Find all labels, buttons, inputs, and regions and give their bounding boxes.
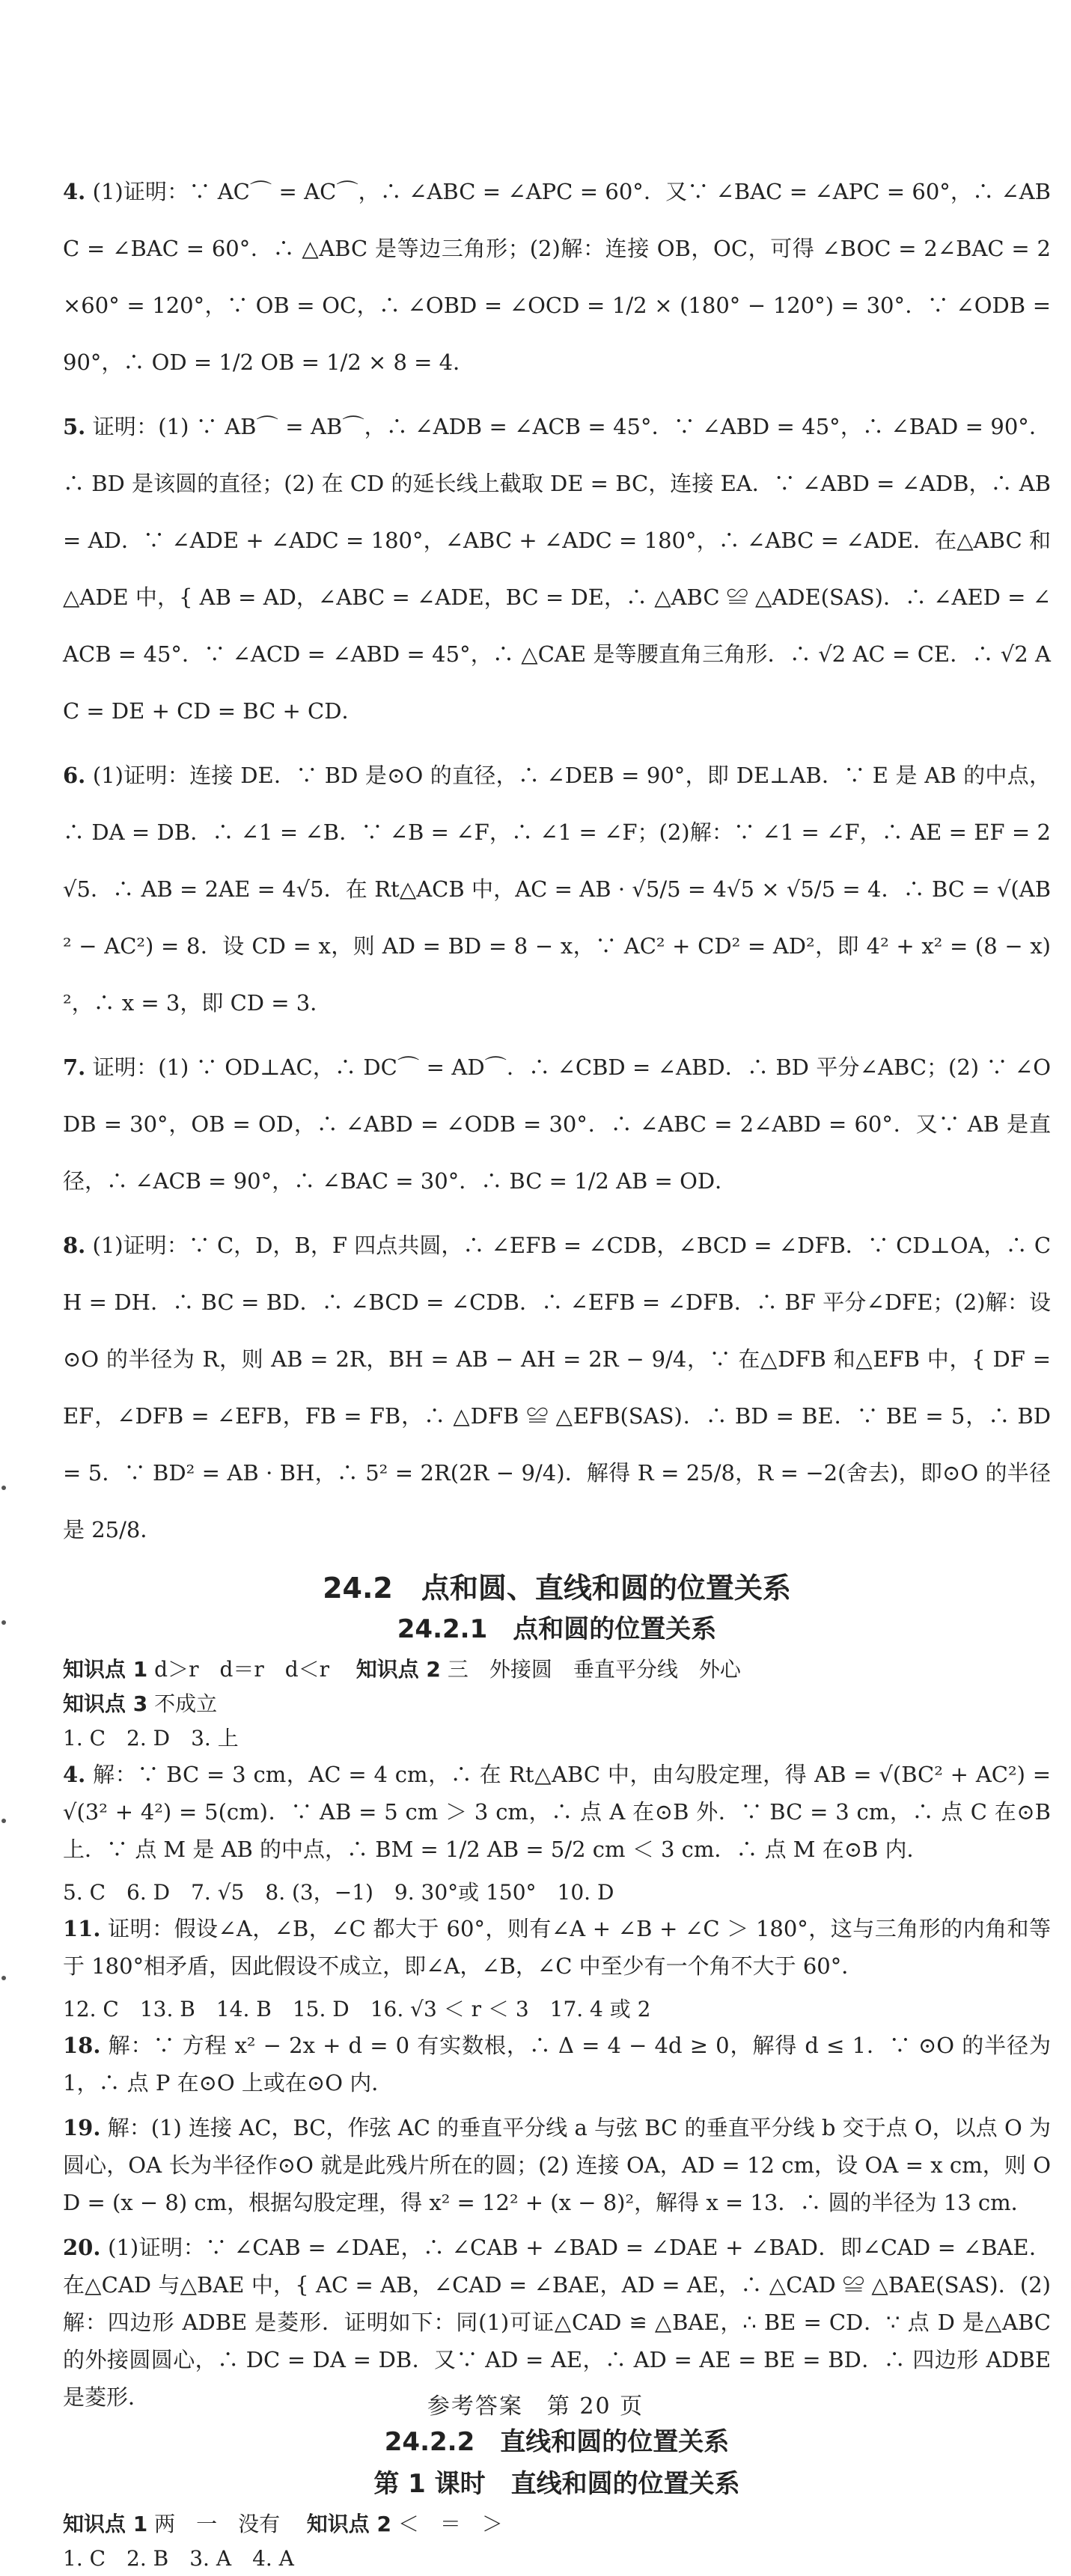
answer-item-19 — [63, 2109, 1051, 2221]
section-subtitle: 24.2.2 直线和圆的位置关系 — [384, 2427, 730, 2457]
item-number: 19. — [63, 2115, 101, 2140]
short-answers: 1. C 2. B 3. A 4. A — [63, 2546, 294, 2571]
knowledge-point-answer: ＜ ＝ ＞ — [397, 2512, 503, 2536]
binding-dot — [1, 1819, 6, 1823]
item-number: 5. — [63, 414, 86, 439]
item-text: 解：∵ 方程 x² − 2x + d = 0 有实数根，∴ Δ = 4 − 4d ≥ 0，解得 d ≤ 1．∵ ⊙O 的半径为 1，∴ 点 P 在⊙O 上或在⊙O 内． — [63, 2033, 1051, 2096]
knowledge-point-answer: 两 一 没有 — [154, 2512, 281, 2536]
item-text: 解：(1) 连接 AC，BC，作弦 AC 的垂直平分线 a 与弦 BC 的垂直平分线 b 交于点 O，以点 O 为圆心，OA 长为半径作⊙O 就是此残片所在的圆；(2) 连接 OA，AD = 12 cm，设 OA = x cm，则 OD = (x − 8) cm，根据勾股定理，得 x² = 12² + (x − 8)²，解得 x = 13．∴ 圆的半径为 13 cm． — [63, 2115, 1051, 2215]
item-number: 7. — [63, 1054, 86, 1080]
item-text: 证明：(1) ∵ AB⌒ = AB⌒，∴ ∠ADB = ∠ACB = 45°．∵ ∠ABD = 45°，∴ ∠BAD = 90°．∴ BD 是该圆的直径；(2) 在 CD 的延长线上截取 DE = BC，连接 EA．∵ ∠ABD = ∠ADB，∴ AB = AD．∵ ∠ADE + ∠ADC = 180°，∠ABC + ∠ADC = 180°，∴ ∠ABC = ∠ADE．在△ABC 和△ADE 中，{ AB = AD，∠ABC = ∠ADE，BC = DE，∴ △ABC ≌ △ADE(SAS)．∴ ∠AED = ∠ACB = 45°．∵ ∠ACD = ∠ABD = 45°，∴ △CAE 是等腰直角三角形．∴ √2 AC = CE．∴ √2 AC = DE + CD = BC + CD． — [63, 414, 1051, 724]
item-text: (1)证明：∵ AC⌒ = AC⌒，∴ ∠ABC = ∠APC = 60°．又∵ ∠BAC = ∠APC = 60°，∴ ∠ABC = ∠BAC = 60°．∴ △ABC 是等边三角形；(2)解：连接 OB，OC，可得 ∠BOC = 2∠BAC = 2×60° = 120°，∵ OB = OC，∴ ∠OBD = ∠OCD = 1/2 × (180° − 120°) = 30°．∵ ∠ODB = 90°，∴ OD = 1/2 OB = 1/2 × 8 = 4． — [63, 179, 1051, 375]
knowledge-point-label: 知识点 1 — [63, 2512, 148, 2536]
page-content — [63, 163, 1051, 2576]
short-answers: 1. C 2. D 3. 上 — [63, 1726, 239, 1751]
binding-dot — [1, 1976, 6, 1980]
item-number: 11. — [63, 1916, 101, 1941]
item-number: 4. — [63, 179, 86, 204]
knowledge-points-row — [63, 1687, 1051, 1721]
knowledge-point-answer: 三 外接圆 垂直平分线 外心 — [447, 1657, 741, 1682]
knowledge-point-answer: 不成立 — [154, 1691, 218, 1716]
item-text: (1)证明：∵ C，D，B，F 四点共圆，∴ ∠EFB = ∠CDB，∠BCD = ∠DFB．∵ CD⊥OA，∴ CH = DH．∴ BC = BD．∴ ∠BCD = ∠CDB．∴ ∠EFB = ∠DFB．∴ BF 平分∠DFE；(2)解：设⊙O 的半径为 R，则 AB = 2R，BH = AB − AH = 2R − 9/4，∵ 在△DFB 和△EFB 中，{ DF = EF，∠DFB = ∠EFB，FB = FB，∴ △DFB ≌ △EFB(SAS)．∴ BD = BE．∵ BE = 5，∴ BD = 5．∵ BD² = AB · BH，∴ 5² = 2R(2R − 9/4)．解得 R = 25/8，R = −2(舍去)，即⊙O 的半径是 25/8． — [63, 1233, 1052, 1542]
section-title: 24.2 点和圆、直线和圆的位置关系 — [323, 1572, 791, 1605]
item-number: 4. — [63, 1762, 86, 1787]
item-number: 6. — [63, 763, 86, 788]
knowledge-points-row — [63, 1652, 1051, 1687]
knowledge-point-label: 知识点 3 — [63, 1691, 148, 1716]
short-answers: 12. C 13. B 14. B 15. D 16. √3 ＜ r ＜ 3 17. 4 或 2 — [63, 1997, 651, 2021]
binding-dot — [1, 1620, 6, 1625]
lesson-title: 第 1 课时 直线和圆的位置关系 — [373, 2469, 740, 2499]
answer-item-4 — [63, 163, 1051, 391]
knowledge-point-label: 知识点 1 — [63, 1657, 148, 1682]
item-text: 证明：(1) ∵ OD⊥AC，∴ DC⌒ = AD⌒．∴ ∠CBD = ∠ABD．∴ BD 平分∠ABC；(2) ∵ ∠ODB = 30°，OB = OD，∴ ∠ABD = ∠ODB = 30°．∴ ∠ABC = 2∠ABD = 60°．又∵ AB 是直径，∴ ∠ACB = 90°，∴ ∠BAC = 30°．∴ BC = 1/2 AB = OD． — [63, 1054, 1051, 1194]
knowledge-points-row — [63, 2507, 1051, 2542]
item-text: (1)证明：连接 DE．∵ BD 是⊙O 的直径，∴ ∠DEB = 90°，即 DE⊥AB．∵ E 是 AB 的中点，∴ DA = DB．∴ ∠1 = ∠B．∵ ∠B = ∠F，∴ ∠1 = ∠F；(2)解：∵ ∠1 = ∠F，∴ AE = EF = 2√5．∴ AB = 2AE = 4√5．在 Rt△ACB 中，AC = AB · √5/5 = 4√5 × √5/5 = 4．∴ BC = √(AB² − AC²) = 8．设 CD = x，则 AD = BD = 8 − x，∵ AC² + CD² = AD²，即 4² + x² = (8 − x)²，∴ x = 3，即 CD = 3． — [63, 763, 1052, 1016]
answer-item-11 — [63, 1910, 1051, 1985]
knowledge-point-label: 知识点 2 — [306, 2512, 391, 2536]
answer-item-5 — [63, 398, 1051, 739]
item-number: 8. — [63, 1233, 86, 1258]
binding-dot — [1, 1486, 6, 1490]
page-footer: 参考答案 第 20 页 — [427, 2393, 644, 2420]
short-answers: 5. C 6. D 7. √5 8. (3，−1) 9. 30°或 150° 10. D — [63, 1880, 614, 1905]
answer-item-8 — [63, 1217, 1051, 1558]
section-subtitle: 24.2.1 点和圆的位置关系 — [397, 1614, 717, 1644]
item-number: 18. — [63, 2033, 101, 2058]
knowledge-point-answer: d＞r d＝r d＜r — [154, 1657, 330, 1682]
answer-item-6 — [63, 747, 1051, 1031]
item-text: (1)证明：∵ ∠CAB = ∠DAE，∴ ∠CAB + ∠BAD = ∠DAE + ∠BAD．即∠CAD = ∠BAE．在△CAD 与△BAE 中，{ AC = AB，∠CAD = ∠BAE，AD = AE，∴ △CAD ≌ △BAE(SAS)．(2)解：四边形 ADBE 是菱形．证明如下：同(1)可证△CAD ≌ △BAE，∴ BE = CD．∵ 点 D 是△ABC 的外接圆圆心，∴ DC = DA = DB．又∵ AD = AE，∴ AD = AE = BE = BD．∴ 四边形 ADBE 是菱形． — [63, 2235, 1052, 2410]
knowledge-point-label: 知识点 2 — [356, 1657, 441, 1682]
answer-item-4-b — [63, 1756, 1051, 1868]
item-text: 证明：假设∠A，∠B，∠C 都大于 60°，则有∠A + ∠B + ∠C ＞ 180°，这与三角形的内角和等于 180°相矛盾，因此假设不成立，即∠A，∠B，∠C 中至少有一个角不大于 60°． — [63, 1916, 1052, 1979]
answer-item-7 — [63, 1039, 1051, 1209]
answer-item-18 — [63, 2027, 1051, 2102]
item-text: 解：∵ BC = 3 cm，AC = 4 cm，∴ 在 Rt△ABC 中，由勾股定理，得 AB = √(BC² + AC²) = √(3² + 4²) = 5(cm)．∵ AB = 5 cm ＞ 3 cm，∴ 点 A 在⊙B 外．∵ BC = 3 cm，∴ 点 C 在⊙B 上．∵ 点 M 是 AB 的中点，∴ BM = 1/2 AB = 5/2 cm ＜ 3 cm．∴ 点 M 在⊙B 内． — [63, 1762, 1052, 1862]
item-number: 20. — [63, 2235, 101, 2260]
